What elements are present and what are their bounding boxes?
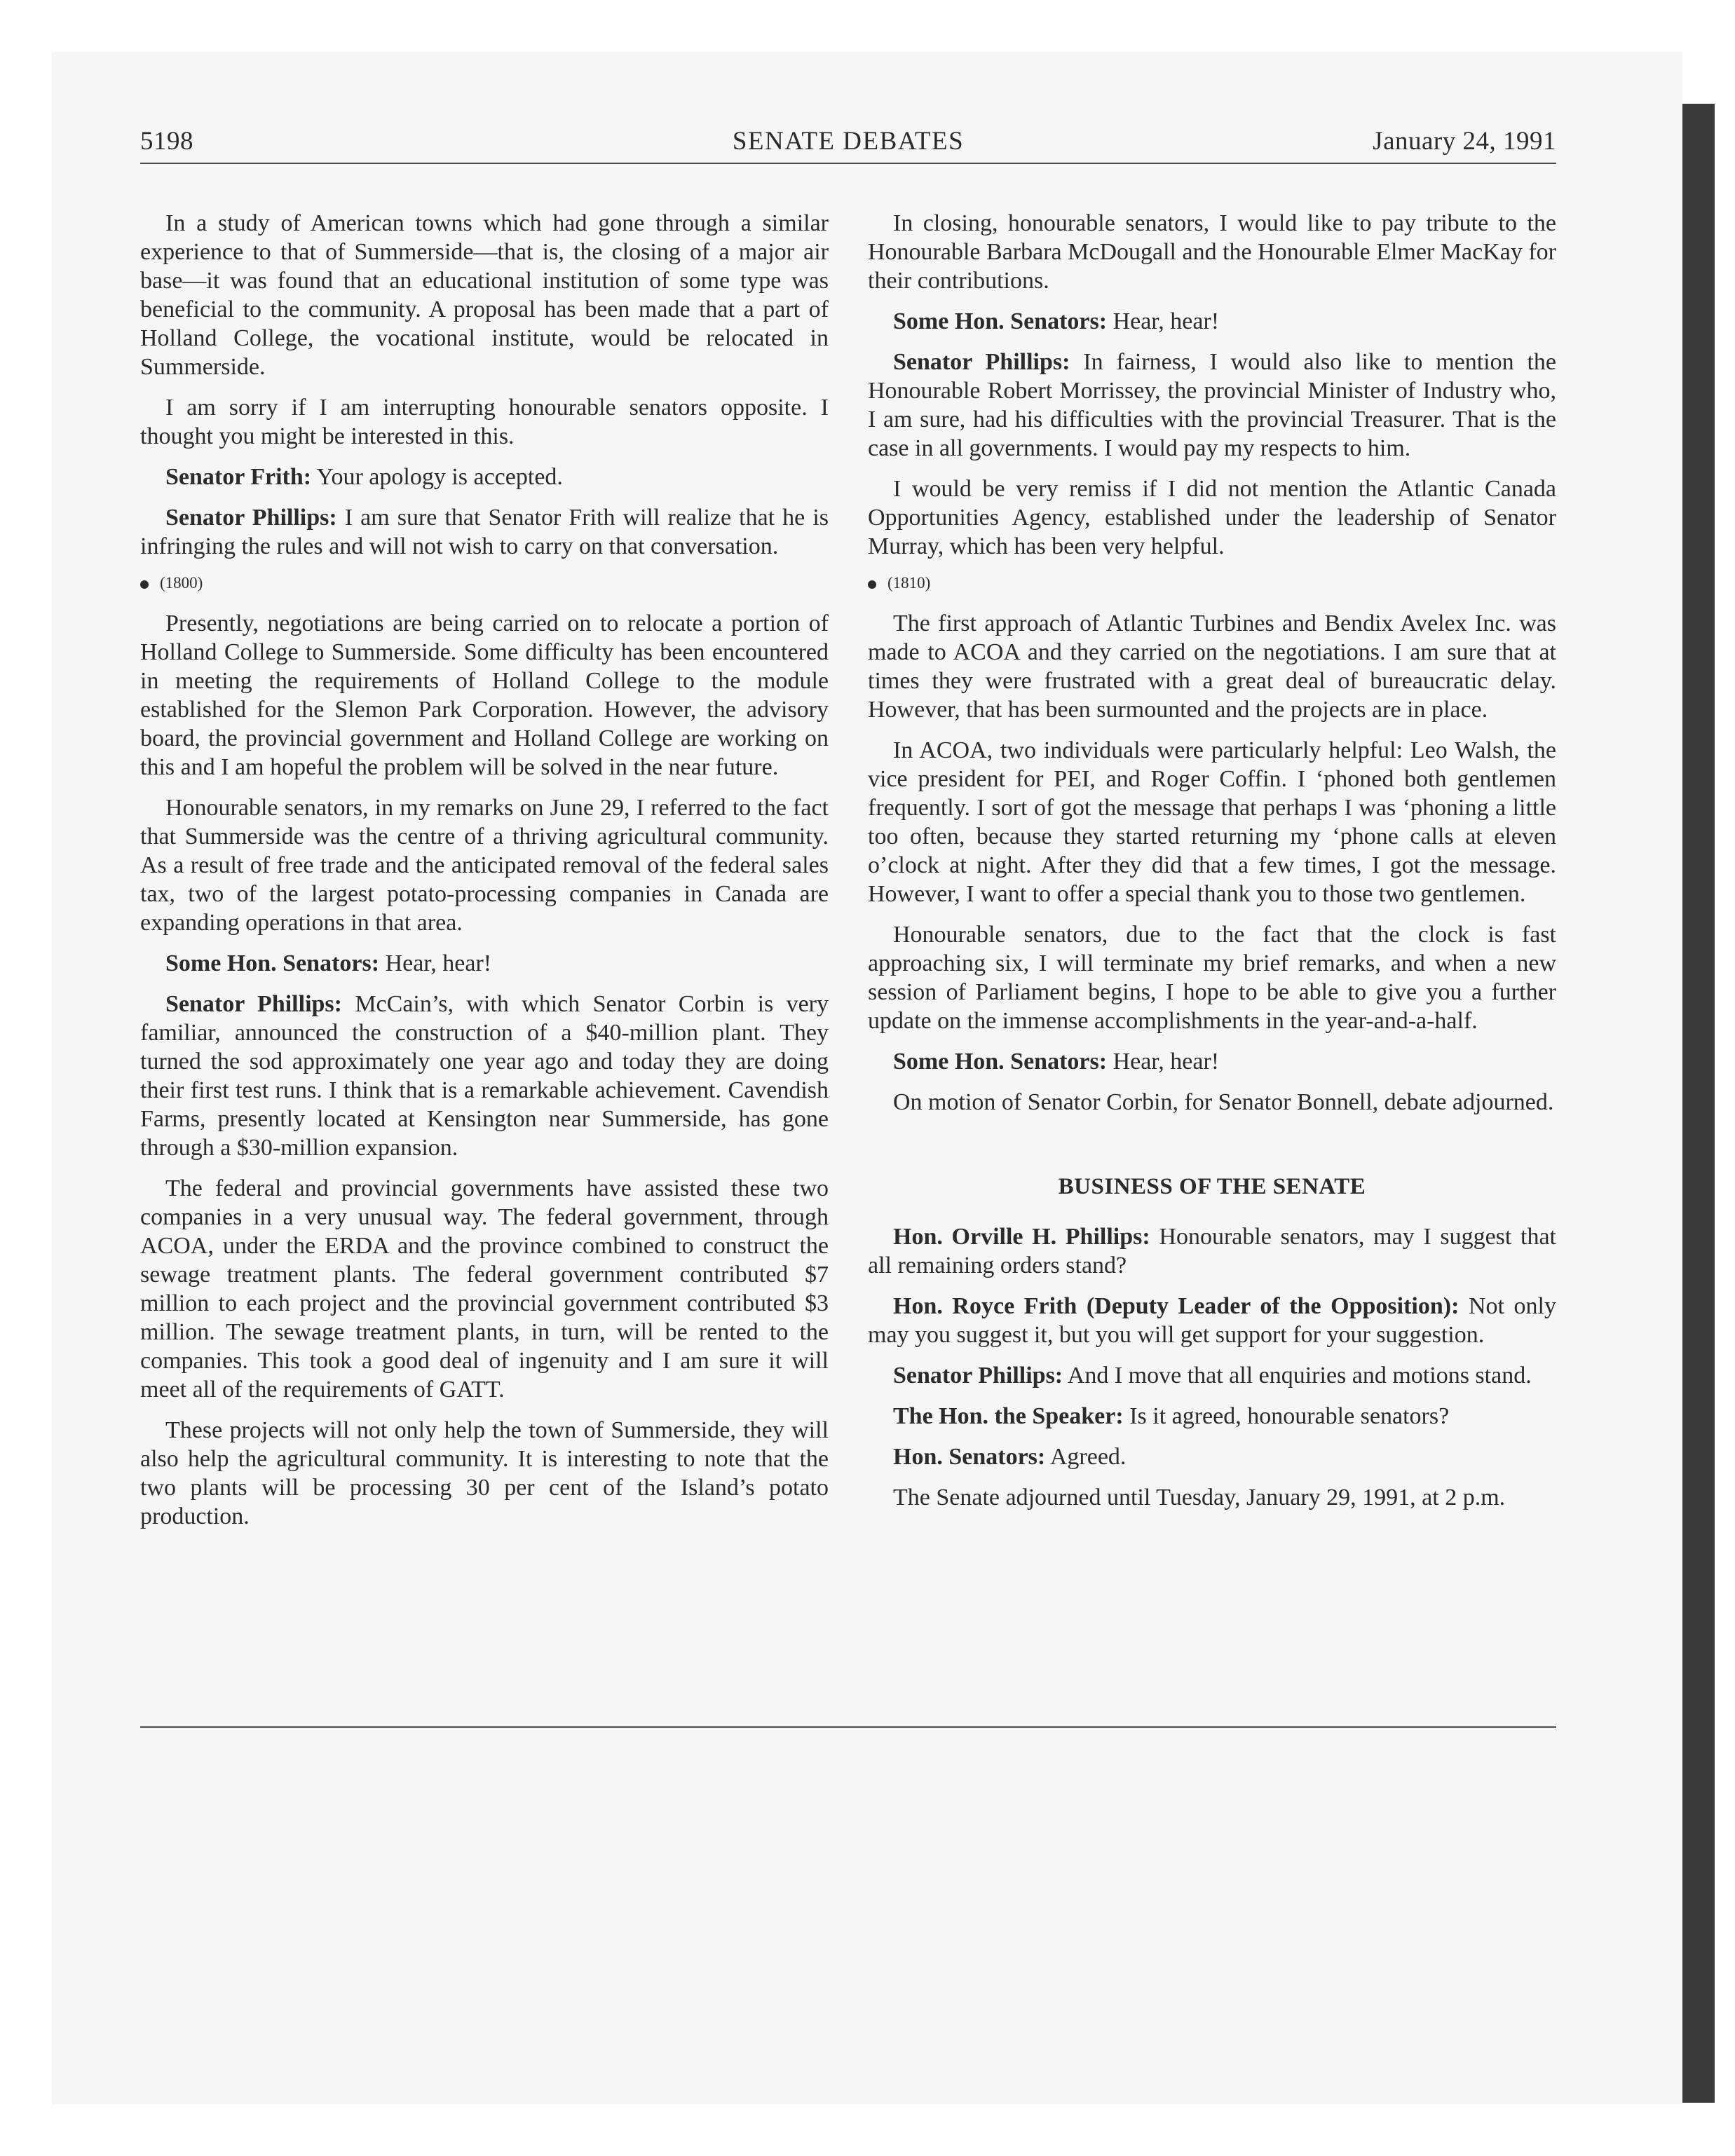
speech-text: Is it agreed, honourable senators?: [1123, 1403, 1450, 1429]
publication-date: January 24, 1991: [1373, 127, 1556, 156]
speaker-name: Hon. Senators:: [893, 1444, 1046, 1470]
speaker-name: Senator Phillips:: [165, 991, 342, 1017]
paragraph: On motion of Senator Corbin, for Senator Bonnell, debate adjourned.: [893, 1089, 1554, 1115]
paragraph: The federal and provincial governments have assisted these two companies in a very unusual way. The federal government, through ACOA, under the ERDA and the province combined to construct the sewage treatment plants. The federal government contributed $7 million to each project and the provincial government contributed $3 million. The sewage treatment plants, in turn, will be rented to the companies. This took a good deal of ingenuity and I am sure it will meet all of the requirements of GATT.: [140, 1175, 829, 1403]
speech-text: Honourable senators, may I suggest that all remaining orders stand?: [868, 1224, 1556, 1278]
paragraph: In ACOA, two individuals were particularly helpful: Leo Walsh, the vice president for PEI, and Roger Coffin. I ‘phoned both gentlemen frequently. I sort of got the message that perhaps I was ‘phoning a little too often, because they started returning my ‘phone calls at eleven o’clock at night. After they did that a few times, I got the message. However, I want to offer a special thank you to those two gentlemen.: [868, 737, 1556, 907]
speech-text: And I move that all enquiries and motions stand.: [1063, 1363, 1532, 1389]
speaker-name: Senator Phillips:: [893, 349, 1070, 375]
speech-paragraph: [868, 1442, 1556, 1471]
speaker-name: Senator Frith:: [165, 464, 312, 490]
bullet-icon: [868, 580, 876, 589]
speech-paragraph: [868, 1361, 1556, 1390]
right-column: [868, 209, 1556, 1524]
paragraph: Honourable senators, due to the fact that the clock is fast approaching six, I will terminate my brief remarks, and when a new session of Parliament begins, I hope to be able to give you a further update on the immense accomplishments in the year-and-a-half.: [868, 922, 1556, 1034]
speech-paragraph: [868, 307, 1556, 336]
speech-paragraph: [140, 990, 829, 1162]
publication-title: SENATE DEBATES: [732, 127, 965, 156]
speaker-name: Senator Phillips:: [165, 505, 337, 531]
paragraph: These projects will not only help the town of Summerside, they will also help the agricultural community. It is interesting to note that the two plants will be processing 30 per cent of the Island’s potato production.: [140, 1417, 829, 1529]
speech-paragraph: [140, 503, 829, 561]
speech-paragraph: [140, 463, 829, 491]
speech-paragraph: [868, 1222, 1556, 1280]
speaker-name: Some Hon. Senators:: [893, 1049, 1108, 1074]
speech-text: Not only may you suggest it, but you will get support for your suggestion.: [868, 1293, 1556, 1348]
speech-text: McCain’s, with which Senator Corbin is very familiar, announced the construction of a $40-million plant. They turned the sod approximately one year ago and today they are doing their first test runs. I think that is a remarkable achievement. Cavendish Farms, presently located at Kensington near Summerside, has gone through a $30-million expansion.: [140, 991, 829, 1161]
speech-text: In fairness, I would also like to mention the Honourable Robert Morrissey, the provincial Minister of Industry who, I am sure, had his difficulties with the provincial Treasurer. That is the case in all governments. I would pay my respects to him.: [868, 349, 1556, 461]
paragraph: The Senate adjourned until Tuesday, January 29, 1991, at 2 p.m.: [893, 1485, 1506, 1510]
page-number: 5198: [140, 127, 193, 156]
bullet-icon: [140, 580, 149, 589]
paragraph: I am sorry if I am interrupting honourable senators opposite. I thought you might be interested in this.: [140, 395, 829, 449]
paragraph: Presently, negotiations are being carried on to relocate a portion of Holland College to Summerside. Some difficulty has been encountered in meeting the requirements of Holland College to the module established for the Slemon Park Corporation. However, the advisory board, the provincial government and Holland College are working on this and I am hopeful the problem will be solved in the near future.: [140, 610, 829, 780]
paragraph: In closing, honourable senators, I would like to pay tribute to the Honourable Barbara McDougall and the Honourable Elmer MacKay for their contributions.: [868, 210, 1556, 294]
speech-text: Hear, hear!: [379, 950, 492, 976]
section-heading: BUSINESS OF THE SENATE: [1058, 1174, 1366, 1199]
paragraph: The first approach of Atlantic Turbines and Bendix Avelex Inc. was made to ACOA and they carried on the negotiations. I am sure that at times they were frustrated with a great deal of bureaucratic delay. However, that has been surmounted and the projects are in place.: [868, 610, 1556, 723]
speech-text: Hear, hear!: [1107, 308, 1220, 334]
speech-text: I am sure that Senator Frith will realize that he is infringing the rules and will not wish to carry on that conversation.: [140, 505, 829, 559]
paragraph: Honourable senators, in my remarks on June 29, I referred to the fact that Summerside was the centre of a thriving agricultural community. As a result of free trade and the anticipated removal of the federal sales tax, two of the largest potato-processing companies in Canada are expanding operations in that area.: [140, 795, 829, 936]
speaker-name: The Hon. the Speaker:: [893, 1403, 1124, 1429]
speaker-name: Some Hon. Senators:: [165, 950, 380, 976]
speech-paragraph: [868, 1047, 1556, 1076]
time-marker: [140, 573, 829, 594]
speech-paragraph: [140, 949, 829, 978]
speaker-name: Some Hon. Senators:: [893, 308, 1108, 334]
speaker-name: Hon. Orville H. Phillips:: [893, 1224, 1150, 1250]
time-marker-label: (1810): [887, 574, 931, 592]
speech-text: Hear, hear!: [1107, 1049, 1220, 1074]
time-marker-label: (1800): [160, 574, 203, 592]
speaker-name: Hon. Royce Frith (Deputy Leader of the Opposition):: [893, 1293, 1460, 1319]
speech-paragraph: [868, 1292, 1556, 1349]
speaker-name: Senator Phillips:: [893, 1363, 1063, 1389]
speech-text: Your apology is accepted.: [311, 464, 563, 490]
paragraph: I would be very remiss if I did not mention the Atlantic Canada Opportunities Agency, established under the leadership of Senator Murray, which has been very helpful.: [868, 476, 1556, 559]
page-header: [140, 126, 1556, 164]
time-marker: [868, 573, 1556, 594]
scan-edge-shadow: [1682, 104, 1715, 2103]
footer-rule: [140, 1726, 1556, 1728]
speech-paragraph: [868, 348, 1556, 463]
speech-paragraph: [868, 1402, 1556, 1431]
paragraph: In a study of American towns which had gone through a similar experience to that of Summerside—that is, the closing of a major air base—it was found that an educational institution of some type was beneficial to the community. A proposal has been made that a part of Holland College, the vocational institute, would be relocated in Summerside.: [140, 210, 829, 380]
speech-text: Agreed.: [1045, 1444, 1127, 1470]
left-column: [140, 209, 829, 1543]
